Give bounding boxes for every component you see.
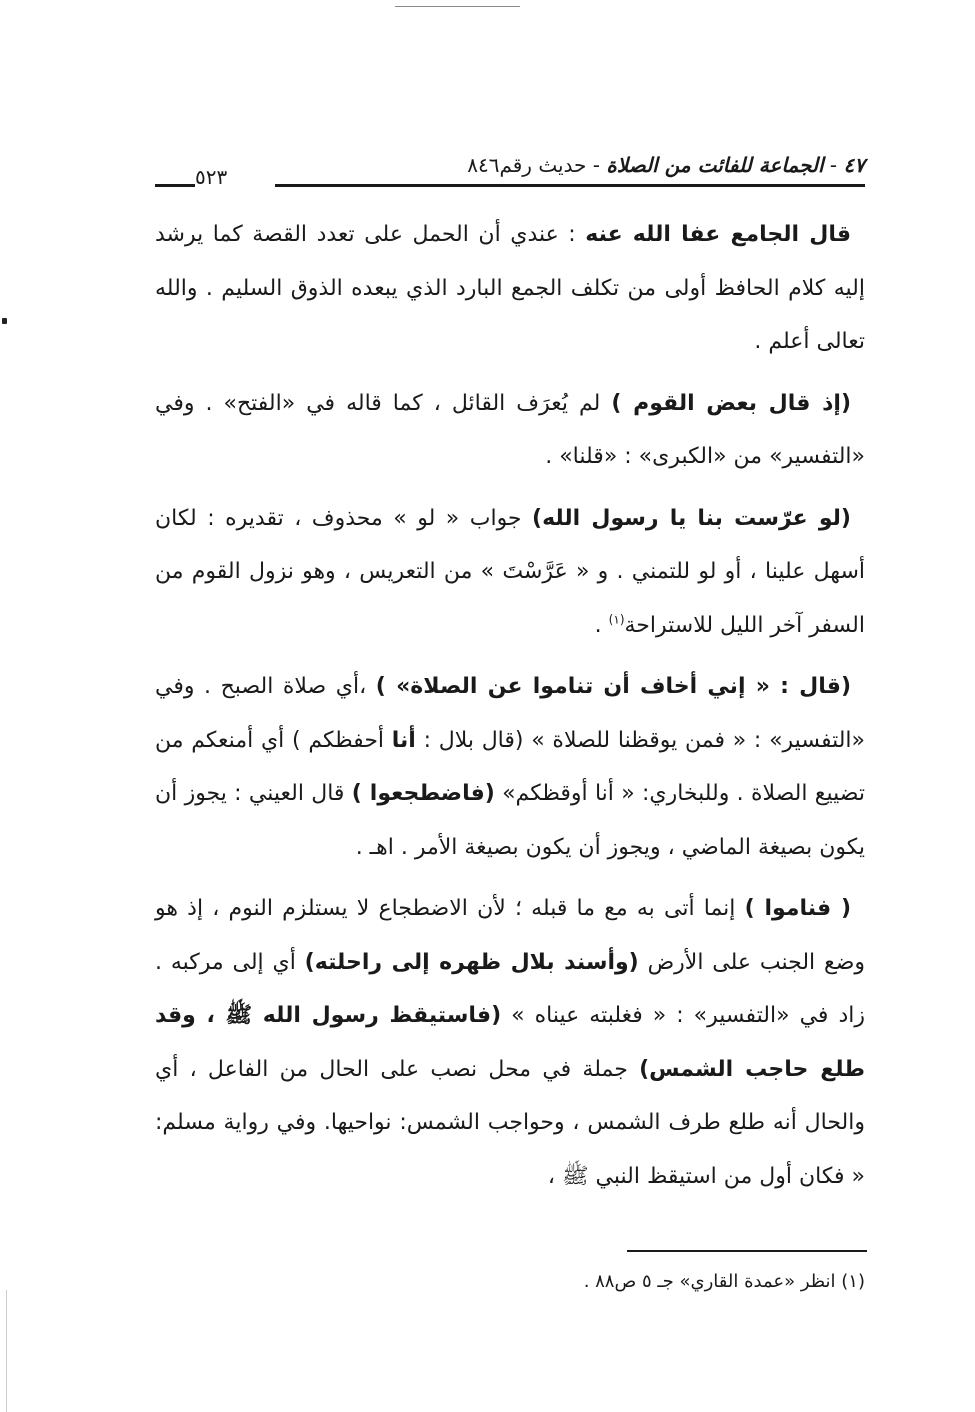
chapter-number: ٤٧ (843, 153, 865, 177)
header-rule (275, 184, 865, 187)
top-edge-rule (395, 6, 520, 7)
paragraph-lead: قال الجامع عفا الله عنه (585, 222, 851, 247)
running-header: ٤٧ - الجماعة للفائت من الصلاة - حديث رقم٨٤٦ (467, 153, 865, 177)
footnote-rule (627, 1250, 867, 1252)
paragraph-text: إنما أتى به مع ما قبله ؛ لأن الاضطجاع لا يستلزم النوم ، إذ هو وضع الجنب على الأرض (155, 896, 866, 975)
paragraph (155, 208, 865, 369)
paragraph-text: جواب « لو » محذوف ، تقديره : لكان أسهل علينا ، أو لو للتمني . و « عَرَّسْتَ » من التعريس ، وهو نزول القوم من السفر آخر الليل للاستراحة (155, 505, 865, 638)
scan-edge (6, 1290, 7, 1412)
hadith-reference: حديث رقم٨٤٦ (467, 153, 587, 177)
paragraph-text: ،أي صلاة الصبح . وفي «التفسير» : « فمن يوقظنا للصلاة » (قال بلال : (155, 674, 865, 753)
paragraph-lead-3: (فاستيقظ رسول الله ﷺ ، وقد طلع حاجب الشمس) (155, 1003, 865, 1082)
paragraph-text-2: أي إلى مركبه . زاد في «التفسير» : « فغلبته عيناه » (155, 949, 865, 1028)
paragraph-lead-3: (فاضطجعوا ) (351, 781, 495, 806)
main-text (155, 208, 865, 1211)
paragraph-text-2: أحفظكم ) أي أمنعكم من تضييع الصلاة . وللبخاري: « أنا أوقظكم» (155, 727, 865, 806)
scan-mark (2, 318, 7, 324)
paragraph-lead: (لو عرّست بنا يا رسول الله) (532, 505, 851, 531)
paragraph (155, 882, 865, 1203)
footnote-marker: (١) (608, 612, 625, 627)
paragraph-lead: (إذ قال بعض القوم ) (611, 390, 852, 416)
paragraph (155, 660, 865, 874)
paragraph-lead-2: (وأسند بلال ظهره إلى راحلته) (304, 949, 639, 975)
paragraph-lead-2: أنا (391, 727, 416, 753)
page-number: ٥٢٣ (195, 165, 228, 189)
paragraph (155, 492, 865, 653)
paragraph-text-3: قال العيني : يجوز أن يكون بصيغة الماضي ، ويجوز أن يكون بصيغة الأمر . اهـ . (155, 781, 865, 860)
paragraph-text: : عندي أن الحمل على تعدد القصة كما يرشد إليه كلام الحافظ أولى من تكلف الجمع البارد الذي يبعده الذوق السليم . والله تعالى أعلم . (155, 222, 865, 354)
paragraph-text: لم يُعرَف القائل ، كما قاله في «الفتح» . وفي «التفسير» من «الكبرى» : «قلنا» . (155, 390, 865, 469)
chapter-title: الجماعة للفائت من الصلاة (606, 153, 824, 177)
page-number-rule (155, 184, 195, 187)
paragraph-lead: (قال : « إني أخاف أن تناموا عن الصلاة» ) (375, 674, 851, 699)
paragraph (155, 377, 865, 484)
page-header (155, 150, 865, 200)
paragraph-text-3: جملة في محل نصب على الحال من الفاعل ، أي والحال أنه طلع طرف الشمس ، وحواجب الشمس: نواحيها. وفي رواية مسلم: « فكان أول من استيقظ النبي ﷺ ، (155, 1056, 865, 1189)
paragraph-lead: ( فناموا ) (744, 896, 851, 921)
paragraph-tail: . (594, 612, 609, 638)
footnote: (١) انظر «عمدة القاري» جـ ٥ ص٨٨ . (583, 1271, 865, 1292)
